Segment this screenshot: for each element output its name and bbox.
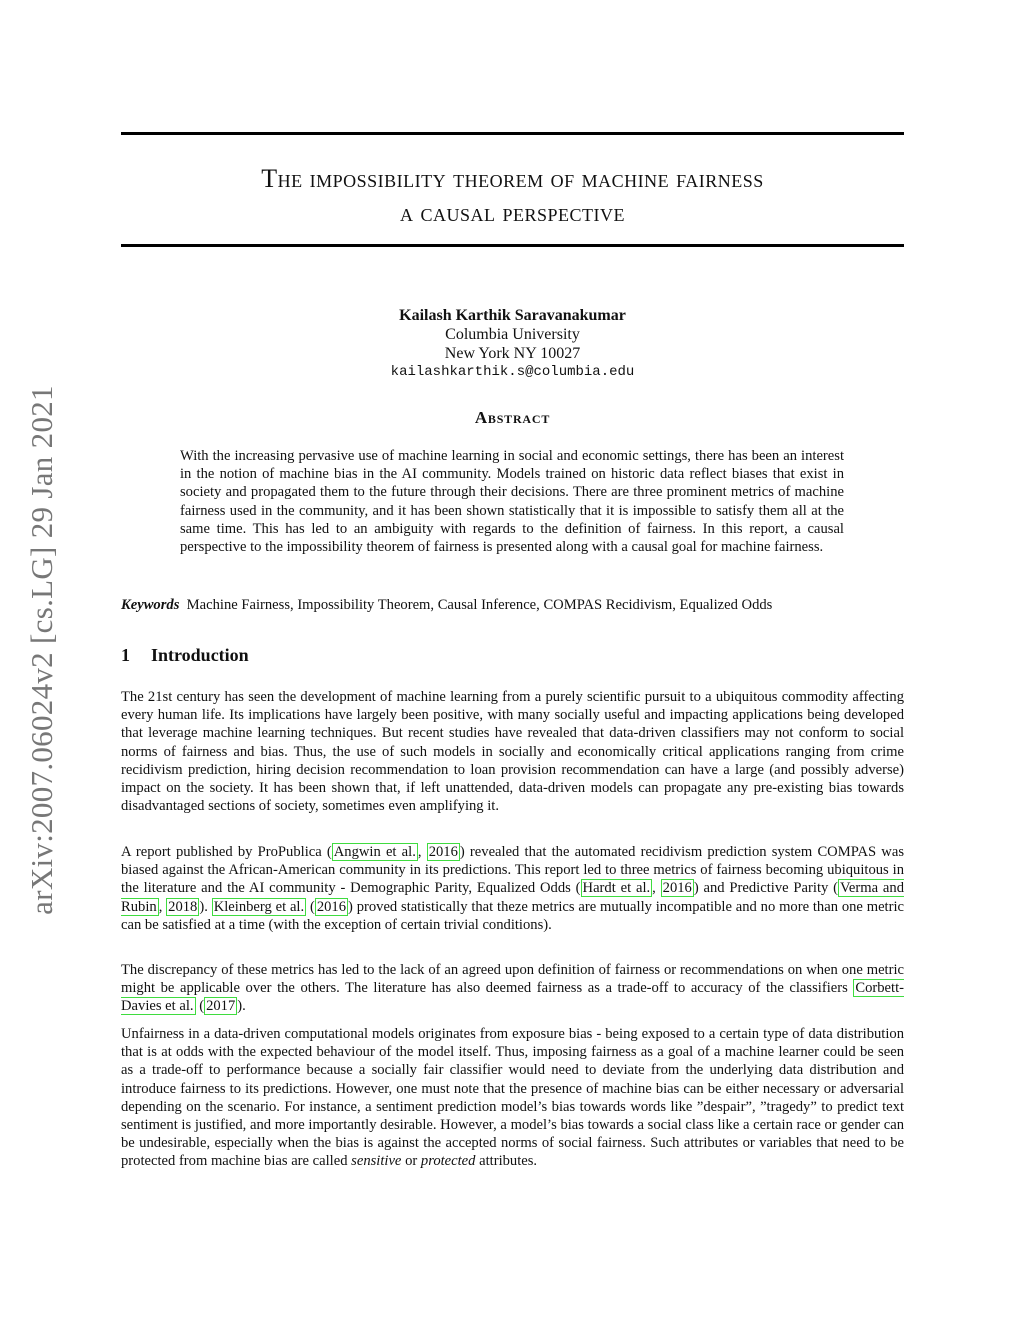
keywords-text: Machine Fairness, Impossibility Theorem, Causal Inference, COMPAS Recidivism, Equalized Odds (186, 597, 773, 613)
text-span: , (652, 880, 661, 897)
intro-paragraph-3 (121, 961, 904, 1016)
text-span: , (417, 844, 427, 860)
arxiv-identifier (22, 355, 62, 945)
author-location: New York NY 10027 (444, 345, 581, 362)
title-rule-top (121, 132, 904, 135)
intro-paragraph-1: The 21st century has seen the development of machine learning from a purely scientific pursuit to a ubiquitous commodity affecting every human life. Its implications have largely been positive, with many socially useful and impacting applications being developed that leverage machine learning techniques. But recent studies have revealed that data-driven classifiers may not conform to social norms of fairness and bias. Thus, the use of such models in socially and economically critical applications ranging from crime recidivism prediction, hiring decision recommendation to loan provision recommendation can have a large (and possibly adverse) impact on the society. It has been shown that, if left unattended, data-driven models can propagate any pre-existing bias towards disadvantaged sections of society, sometimes even amplifying it. (121, 689, 904, 815)
title-rule-bottom (121, 244, 904, 247)
text-span: ) and Predictive Parity ( (693, 880, 838, 897)
citation-year-link-angwin[interactable]: 2016 (428, 844, 458, 860)
citation-link-hardt[interactable]: Hardt et al. (582, 880, 651, 897)
citation-year-link-hardt[interactable]: 2016 (662, 880, 692, 897)
text-span: ( (306, 898, 315, 915)
section-title: Introduction (151, 645, 249, 665)
text-span: or (401, 1153, 421, 1170)
intro-paragraph-4 (121, 1025, 904, 1171)
arxiv-id-text: arXiv:2007.06024v2 [cs.LG] 29 Jan 2021 (24, 385, 59, 915)
text-span: ). (237, 998, 246, 1015)
text-span: Unfairness in a data-driven computational models originates from exposure bias - being exposed to a certain type of data distribution that is at odds with the expected behaviour of the model itself. Thus, imposing fairness as a goal of a machine learner could be seen as a trade-off to performance because a socially fair classifier would need to deviate from the underlying data distribution and introduce fairness to its predictions. However, one must note that the presence of machine bias can be either necessary or adversarial depending on the scenario. For instance, a sentiment prediction model’s bias towards words like ”despair”, ”tragedy” to predict text sentiment is justified, and more importantly desirable. However, a model’s bias towards a social class like a certain race or gender can be undesirable, especially when the bias is against the accepted norms of social fairness. Such attributes or variables that need to be protected from machine bias are called (121, 1026, 904, 1170)
paper-title (121, 162, 904, 230)
author-name: Kailash Karthik Saravanakumar (399, 307, 626, 324)
citation-year-link-corbett-davies[interactable]: 2017 (206, 998, 236, 1015)
title-line-1: The impossibility theorem of machine fairness (261, 164, 764, 193)
abstract-text: With the increasing pervasive use of machine learning in social and economic settings, there has been an interest in the notion of machine bias in the AI community. Models trained on historic data reflect biases that exist in society and propagated them to the future through their decisions. There are three prominent metrics of machine fairness used in the community, and it has been shown statistically that it is impossible to satisfy them all at the same time. This has led to an ambiguity with regards to the definition of fairness. In this report, a causal perspective to the impossibility theorem of fairness is presented along with a causal goal for machine fairness. (180, 448, 844, 556)
title-line-2: a causal perspective (399, 198, 626, 227)
text-span: attributes. (475, 1153, 538, 1170)
author-block (121, 306, 904, 382)
citation-link-verma[interactable]: Verma and Rubin (121, 880, 904, 915)
emphasis-protected: protected (420, 1153, 476, 1170)
text-span: ) revealed that the automated recidivism prediction system COMPAS was biased against the African-American community in its predictions. This report led to three metrics of fairness becoming ubiquitous in the literature and the AI community - Demographic Parity, Equalized Odds ( (121, 844, 904, 897)
citation-link-kleinberg[interactable]: Kleinberg et al. (213, 898, 305, 915)
text-span: A report published by ProPublica ( (121, 844, 332, 860)
section-number: 1 (121, 645, 130, 665)
abstract-heading: Abstract (474, 408, 551, 427)
text-span: The discrepancy of these metrics has led to the lack of an agreed upon definition of fairness or recommendations on when one metric might be applicable over the others. The literature has also deemed fairness as a trade-off to accuracy of the classifiers (121, 962, 904, 997)
section-heading-introduction (121, 645, 249, 666)
citation-link-angwin[interactable]: Angwin et al. (333, 844, 416, 860)
text-span: , (158, 898, 167, 915)
text-span: ). (199, 898, 212, 915)
text-span: ) proved statistically that theze metrics are mutually incompatible and no more than one metric can be satisfied at a time (with the exception of certain trivial conditions). (121, 898, 904, 933)
author-affiliation: Columbia University (445, 326, 580, 343)
citation-year-link-kleinberg[interactable]: 2016 (316, 898, 347, 915)
citation-year-link-verma[interactable]: 2018 (168, 898, 198, 915)
intro-paragraph-2 (121, 843, 904, 934)
emphasis-sensitive: sensitive (351, 1153, 402, 1170)
author-email: kailashkarthik.s@columbia.edu (390, 364, 635, 380)
keywords-line (121, 597, 904, 614)
text-span: ( (195, 998, 205, 1015)
citation-link-corbett-davies[interactable]: Corbett-Davies et al. (121, 980, 904, 1015)
keywords-label: Keywords (121, 597, 180, 613)
